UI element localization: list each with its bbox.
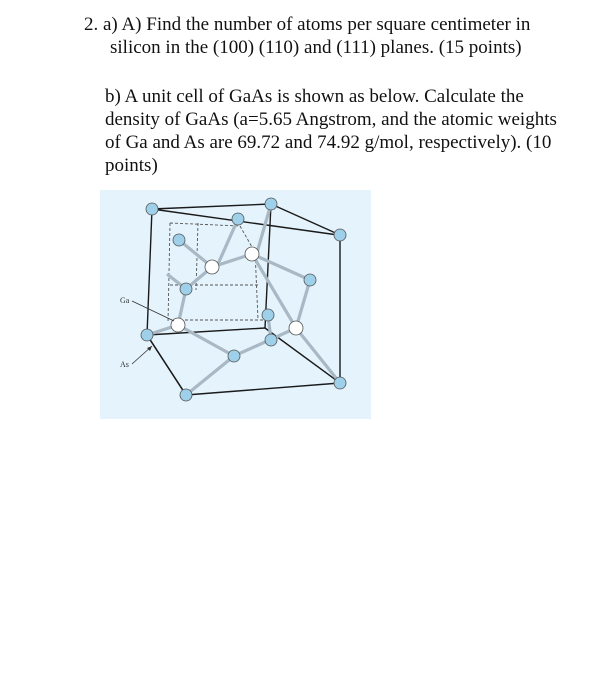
part-b-line-1: b) A unit cell of GaAs is shown as below. Calculate the <box>105 86 524 107</box>
part-a-line-1: a) A) Find the number of atoms per square centimeter in <box>103 14 531 35</box>
part-b-line-4: points) <box>105 155 158 176</box>
ga-atoms <box>141 198 346 401</box>
gaas-unit-cell-figure <box>100 190 371 419</box>
label-ga: Ga <box>120 296 130 305</box>
part-b-line-3: of Ga and As are 69.72 and 74.92 g/mol, respectively). (10 <box>105 132 552 153</box>
question-part-b <box>105 85 575 177</box>
part-b-line-2: density of GaAs (a=5.65 Angstrom, and the atomic weights <box>105 109 557 130</box>
part-a-line-2: silicon in the (100) (110) and (111) planes. (15 points) <box>110 37 522 58</box>
unit-cell-diagram <box>100 190 371 419</box>
question-part-a <box>84 13 584 59</box>
label-as: As <box>120 360 129 369</box>
question-number: 2. <box>84 14 99 35</box>
